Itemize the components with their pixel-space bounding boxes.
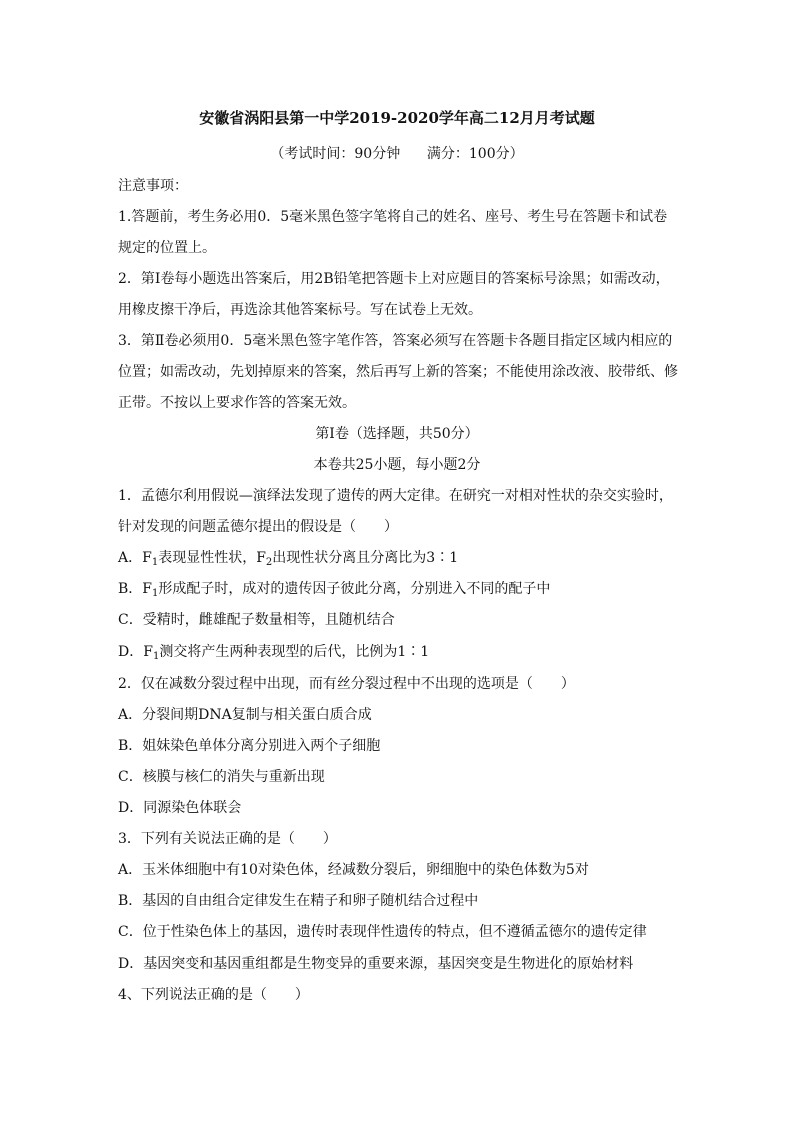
notice-item-2-line-1: 2．第Ⅰ卷每小题选出答案后，用2B铅笔把答题卡上对应题目的答案标号涂黑；如需改动， xyxy=(118,271,670,287)
notice-item-3-line-3: 正带。不按以上要求作答的答案无效。 xyxy=(118,395,356,411)
q4-stem: 4、下列说法正确的是（ ） xyxy=(118,987,309,1003)
q1-option-a-mid: 表现显性性状，F xyxy=(158,550,266,566)
page-title: 安徽省涡阳县第一中学2019-2020学年高二12月月考试题 xyxy=(199,109,595,127)
q2-option-d: D．同源染色体联会 xyxy=(118,800,242,816)
exam-info: （考试时间：90分钟 满分：100分） xyxy=(270,146,524,162)
q3-stem: 3．下列有关说法正确的是（ ） xyxy=(118,831,337,847)
q1-option-d-pre: D．F xyxy=(118,644,153,660)
q1-option-b-sub: 1 xyxy=(152,588,159,599)
q1-option-d-sub: 1 xyxy=(152,651,160,662)
notice-item-1-line-2: 规定的位置上。 xyxy=(118,240,216,256)
q1-option-a-sub-1: 1 xyxy=(151,557,159,568)
q3-option-c: C．位于性染色体上的基因，遗传时表现伴性遗传的特点，但不遵循孟德尔的遗传定律 xyxy=(118,924,647,940)
notice-item-3-line-1: 3．第Ⅱ卷必须用0．5毫米黑色签字笔作答，答案必须写在答题卡各题目指定区域内相应的 xyxy=(118,333,673,349)
q3-option-b: B．基因的自由组合定律发生在精子和卵子随机结合过程中 xyxy=(118,893,479,909)
notice-item-2-line-2: 用橡皮擦干净后，再选涂其他答案标号。写在试卷上无效。 xyxy=(118,302,482,318)
section-heading: 第Ⅰ卷（选择题，共50分） xyxy=(315,426,479,442)
q1-option-d-post: 测交将产生两种表现型的后代，比例为1∶1 xyxy=(159,644,430,660)
q1-option-b-pre: B．F xyxy=(118,581,153,597)
q1-option-b-post: 形成配子时，成对的遗传因子彼此分离，分别进入不同的配子中 xyxy=(158,581,551,597)
notice-item-1-line-1: 1.答题前，考生务必用0．5毫米黑色签字笔将自己的姓名、座号、考生号在答题卡和试卷 xyxy=(118,209,668,225)
q3-option-d: D．基因突变和基因重组都是生物变异的重要来源，基因突变是生物进化的原始材料 xyxy=(118,956,634,972)
q1-stem-line-2: 针对发现的问题孟德尔提出的假设是（ ） xyxy=(118,519,398,535)
q1-option-a xyxy=(118,548,458,568)
q1-stem-line-1: 1．孟德尔利用假说—演绎法发现了遗传的两大定律。在研究一对相对性状的杂交实验时， xyxy=(118,488,673,504)
notice-heading: 注意事项： xyxy=(118,178,188,194)
q1-option-b xyxy=(118,579,550,599)
q1-option-d xyxy=(118,642,429,662)
section-subheading: 本卷共25小题，每小题2分 xyxy=(313,457,481,473)
q2-option-b: B．姐妹染色单体分离分别进入两个子细胞 xyxy=(118,738,381,754)
q1-option-a-sub-2: 2 xyxy=(265,557,273,568)
q1-option-a-post: 出现性状分离且分离比为3∶1 xyxy=(272,550,459,566)
q2-option-c: C．核膜与核仁的消失与重新出现 xyxy=(118,769,325,785)
q3-option-a: A．玉米体细胞中有10对染色体，经减数分裂后，卵细胞中的染色体数为5对 xyxy=(118,862,589,878)
q1-option-c: C．受精时，雌雄配子数量相等，且随机结合 xyxy=(118,612,395,628)
q1-option-a-pre: A．F xyxy=(118,550,152,566)
q2-option-a: A．分裂间期DNA复制与相关蛋白质合成 xyxy=(118,707,372,723)
q2-stem: 2．仅在减数分裂过程中出现，而有丝分裂过程中不出现的选项是（ ） xyxy=(118,676,575,692)
notice-item-3-line-2: 位置；如需改动，先划掉原来的答案，然后再写上新的答案；不能使用涂改液、胶带纸、修 xyxy=(118,364,678,380)
